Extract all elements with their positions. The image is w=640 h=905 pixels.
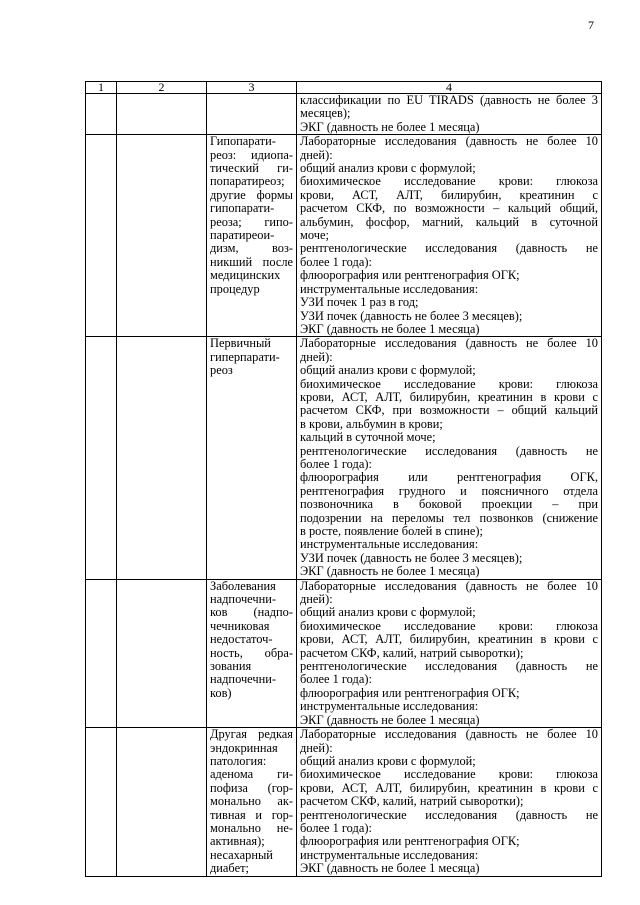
exam-line: дней): (300, 592, 333, 607)
exam-line: Лабораторные исследования (давность не более 10 (300, 134, 598, 149)
exam-line: в росте, появление болей в спине); (300, 524, 483, 538)
exam-line: УЗИ почек (давность не более 3 месяцев); (300, 550, 523, 565)
exam-line: расчетом СКФ, по возможности – кальций общий, (300, 201, 598, 216)
cell-col1 (86, 579, 117, 727)
exam-line: альбумин, фосфор, магний, кальций в суточной (300, 214, 598, 229)
exam-line: инструментальные исследования: (300, 537, 479, 552)
exam-line: кальций в суточной моче; (300, 430, 436, 445)
exam-line: флюорография или рентгенография ОГК, (300, 470, 598, 485)
exam-line: флюорография или рентгенография ОГК; (300, 268, 520, 283)
exam-line: инструментальные исследования: (300, 699, 479, 714)
exam-line: подозрении на переломы тел позвонков (снижение (300, 510, 598, 525)
exam-line: более 1 года): (300, 820, 372, 835)
cell-col1 (86, 728, 117, 876)
cell-examinations (297, 94, 602, 135)
exam-line: расчетом СКФ, при возможности – общий кальций (300, 403, 598, 418)
exam-line: рентгенологические исследования (давность не (300, 241, 598, 256)
exam-line: крови, АСТ, АЛТ, билирубин, креатинин в крови с (300, 632, 598, 647)
exam-line: крови, АСТ, АЛТ, билирубин, креатинин в крови с (300, 389, 598, 404)
cell-examinations (297, 337, 602, 579)
exam-line: рентгенологические исследования (давность не (300, 659, 598, 674)
exam-line: более 1 года): (300, 254, 372, 269)
requirements-table (85, 81, 602, 877)
header-cell-2: 2 (117, 82, 207, 94)
exam-line: дней): (300, 740, 333, 755)
page-number: 7 (588, 18, 594, 32)
cell-col2 (117, 337, 207, 579)
cell-col2 (117, 579, 207, 727)
cell-examinations (297, 579, 602, 727)
header-cell-4: 4 (297, 82, 602, 94)
table-row (86, 135, 602, 337)
exam-line: рентгенологические исследования (давность не (300, 443, 598, 458)
exam-line: биохимическое исследование крови: глюкоза (300, 618, 598, 633)
exam-line: Лабораторные исследования (давность не более 10 (300, 578, 598, 593)
cell-condition: Гипопарати-реоз: идиопа-тический ги-попаратиреоз; другие формы гипопарати-реоза; гипо-паратиреои-дизм, воз-никший после медицинских процедур (207, 135, 297, 337)
cell-col2 (117, 94, 207, 135)
exam-line: ЭКГ (давность не более 1 месяца) (300, 712, 480, 727)
exam-line: более 1 года): (300, 672, 372, 687)
cell-col1 (86, 135, 117, 337)
exam-line: месяцев); (300, 106, 351, 121)
cell-condition: Первичный гиперпарати-реоз (207, 337, 297, 579)
exam-line: общий анализ крови с формулой; (300, 363, 476, 378)
exam-line: инструментальные исследования: (300, 281, 479, 296)
cell-condition: Заболевания надпочечни-ков (надпо-чечниковая недостаточ-ность, обра-зования надпочечни-ков) (207, 579, 297, 727)
header-cell-1: 1 (86, 82, 117, 94)
exam-line: общий анализ крови с формулой; (300, 161, 476, 176)
exam-line: биохимическое исследование крови: глюкоза (300, 767, 598, 782)
exam-line: ЭКГ (давность не более 1 месяца) (300, 564, 480, 579)
cell-col2 (117, 135, 207, 337)
exam-line: общий анализ крови с формулой; (300, 605, 476, 620)
exam-line: классификации по EU TIRADS (давность не более 3 (300, 93, 598, 107)
header-cell-3: 3 (207, 82, 297, 94)
exam-line: крови, АСТ, АЛТ, билирубин, креатинин с (300, 187, 598, 202)
exam-line: Лабораторные исследования (давность не более 10 (300, 727, 598, 742)
table-row (86, 94, 602, 135)
exam-line: моче; (300, 228, 329, 243)
exam-line: общий анализ крови с формулой; (300, 753, 476, 768)
exam-line: позвоночника в боковой проекции – при (300, 497, 598, 512)
cell-col2 (117, 728, 207, 876)
exam-line: инструментальные исследования: (300, 847, 479, 862)
cell-col1 (86, 94, 117, 135)
cell-condition (207, 94, 297, 135)
table-row (86, 728, 602, 876)
exam-line: биохимическое исследование крови: глюкоза (300, 376, 598, 391)
exam-line: ЭКГ (давность не более 1 месяца) (300, 861, 480, 876)
table-header-row (86, 82, 602, 94)
exam-line: УЗИ почек (давность не более 3 месяцев); (300, 308, 523, 323)
exam-line: ЭКГ (давность не более 1 месяца) (300, 321, 480, 336)
exam-line: биохимическое исследование крови: глюкоза (300, 174, 598, 189)
table-row (86, 579, 602, 727)
exam-line: ЭКГ (давность не более 1 месяца) (300, 119, 480, 134)
cell-condition: Другая редкая эндокринная патология: аденома ги-пофиза (гор-монально ак-тивная и гор-монально не-активная); несахарный диабет; (207, 728, 297, 876)
cell-examinations (297, 135, 602, 337)
exam-line: флюорография или рентгенография ОГК; (300, 834, 520, 849)
cell-examinations (297, 728, 602, 876)
exam-line: рентгенография грудного и поясничного отдела (300, 483, 598, 498)
exam-line: более 1 года): (300, 456, 372, 471)
exam-line: расчетом СКФ, калий, натрий сыворотки); (300, 794, 524, 809)
cell-col1 (86, 337, 117, 579)
exam-line: дней): (300, 147, 333, 162)
exam-line: рентгенологические исследования (давность не (300, 807, 598, 822)
table-row (86, 337, 602, 579)
exam-line: Лабораторные исследования (давность не более 10 (300, 336, 598, 351)
exam-line: расчетом СКФ, калий, натрий сыворотки); (300, 645, 524, 660)
exam-line: УЗИ почек 1 раз в год; (300, 295, 419, 310)
exam-line: флюорография или рентгенография ОГК; (300, 685, 520, 700)
exam-line: крови, АСТ, АЛТ, билирубин, креатинин в крови с (300, 780, 598, 795)
exam-line: дней): (300, 349, 333, 364)
exam-line: в крови, альбумин в крови; (300, 416, 443, 431)
